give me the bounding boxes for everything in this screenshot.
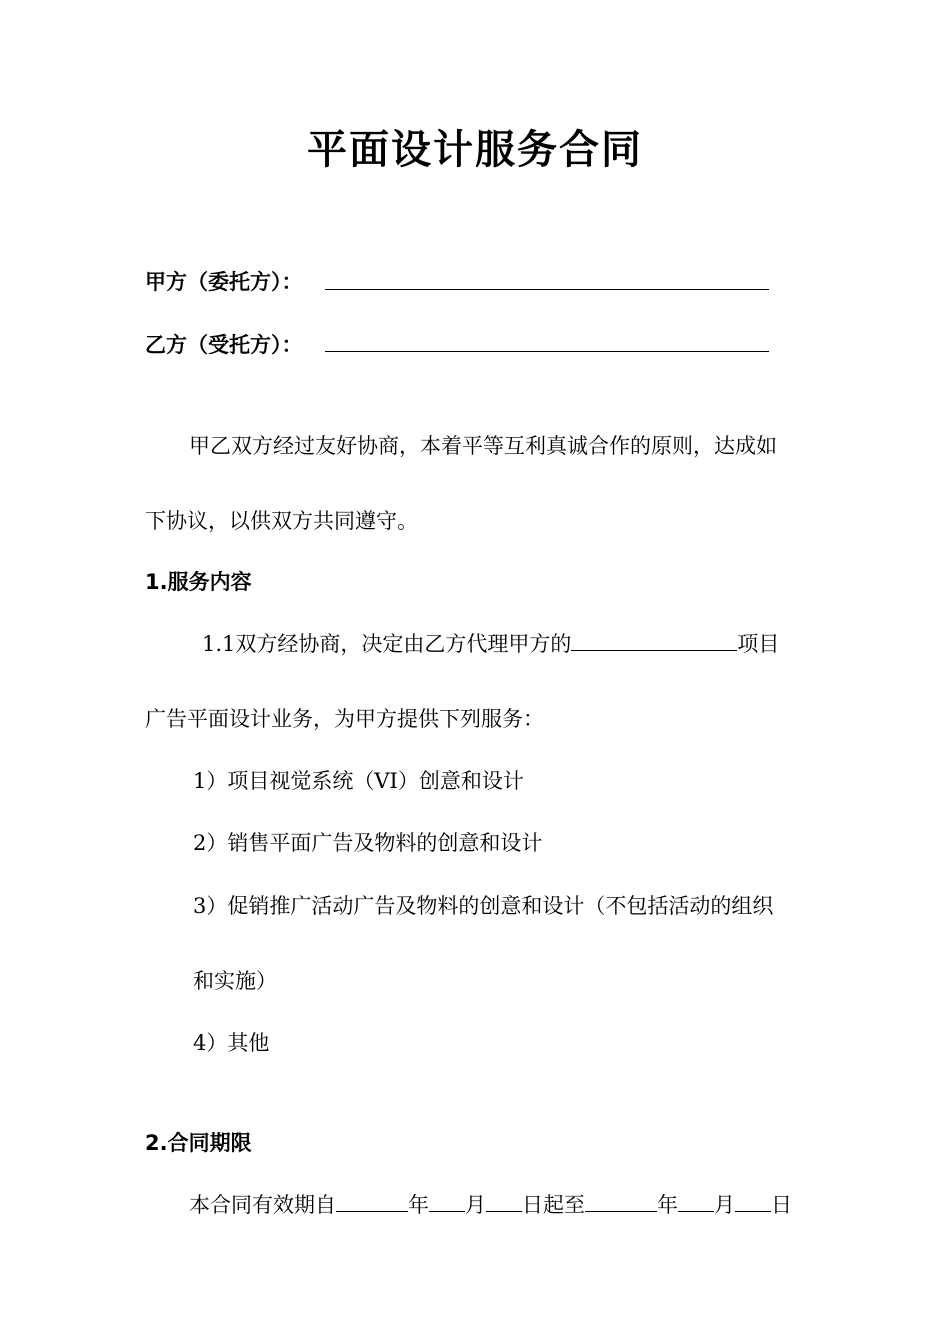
term-start-label: 本合同有效期自 — [189, 1193, 336, 1217]
start-year-blank[interactable] — [336, 1191, 408, 1212]
end-year-label: 年 — [657, 1193, 678, 1217]
project-name-blank[interactable] — [571, 630, 737, 651]
start-month-blank[interactable] — [429, 1191, 465, 1212]
service-item-1: 1）项目视觉系统（VI）创意和设计 — [193, 769, 524, 793]
party-a-blank[interactable] — [325, 289, 769, 290]
clause-1-1-suffix: 项目 — [737, 632, 780, 656]
term-line — [189, 1189, 792, 1219]
service-item-4: 4）其他 — [193, 1031, 270, 1055]
intro-line-1: 甲乙双方经过友好协商，本着平等互利真诚合作的原则，达成如 — [189, 434, 777, 458]
party-b-blank[interactable] — [325, 351, 769, 352]
end-day-blank[interactable] — [735, 1191, 771, 1212]
start-day-blank[interactable] — [486, 1191, 522, 1212]
end-day-label: 日 — [771, 1193, 792, 1217]
section-1-heading: 1.服务内容 — [145, 570, 252, 594]
party-a-label: 甲方（委托方）： — [145, 270, 303, 294]
clause-1-1-text: 1.1双方经协商，决定由乙方代理甲方的 — [202, 632, 572, 656]
intro-line-2: 下协议，以供双方共同遵守。 — [145, 509, 418, 533]
end-month-blank[interactable] — [678, 1191, 714, 1212]
end-month-label: 月 — [714, 1193, 735, 1217]
start-day-label: 日起至 — [522, 1193, 585, 1217]
section-2-heading: 2.合同期限 — [145, 1131, 252, 1155]
service-item-2: 2）销售平面广告及物料的创意和设计 — [193, 831, 543, 855]
start-year-label: 年 — [408, 1193, 429, 1217]
start-month-label: 月 — [465, 1193, 486, 1217]
end-year-blank[interactable] — [585, 1191, 657, 1212]
clause-1-1-line-1 — [202, 628, 779, 658]
document-title: 平面设计服务合同 — [307, 127, 643, 173]
service-item-3-cont: 和实施） — [193, 969, 277, 993]
party-b-label: 乙方（受托方）： — [145, 333, 303, 357]
clause-1-1-line-2: 广告平面设计业务，为甲方提供下列服务： — [145, 707, 544, 731]
service-item-3: 3）促销推广活动广告及物料的创意和设计（不包括活动的组织 — [193, 894, 774, 918]
